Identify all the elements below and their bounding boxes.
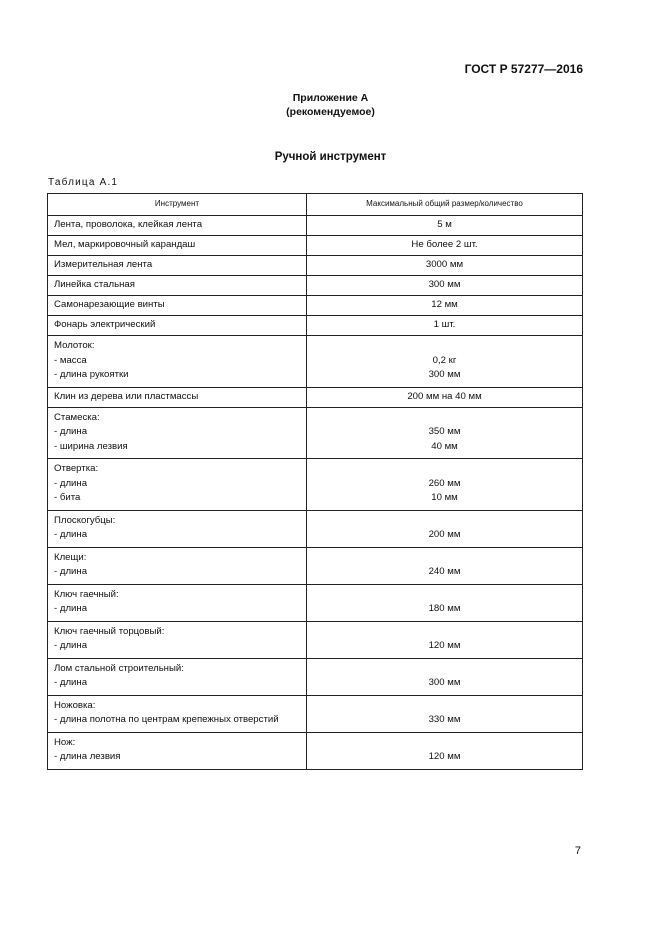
- tool-value: 12 мм: [431, 299, 458, 311]
- value-spacer: [313, 548, 576, 566]
- tool-value: 200 мм на 40 мм: [407, 390, 482, 402]
- parameter-value: 0,2 кг: [432, 354, 457, 366]
- value-cell: [307, 459, 583, 511]
- parameter-value: 40 мм: [431, 440, 458, 452]
- tool-value: 1 шт.: [433, 319, 456, 331]
- tool-cell: [48, 316, 307, 336]
- tool-parameter: - масса: [54, 354, 87, 366]
- table-header-row: [48, 194, 583, 216]
- value-spacer: [313, 585, 576, 603]
- value-spacer: [313, 622, 576, 640]
- document-code: ГОСТ Р 57277—2016: [464, 62, 583, 76]
- tool-cell: [48, 658, 307, 695]
- tool-cell: [48, 216, 307, 236]
- tool-parameter: - длина: [54, 640, 88, 651]
- table-caption: Таблица А.1: [48, 177, 119, 188]
- value-spacer: [313, 733, 576, 751]
- tool-cell: [48, 407, 307, 459]
- table-row: [48, 276, 583, 296]
- tool-parameter: - длина: [54, 566, 88, 577]
- table-row: [48, 695, 583, 732]
- tool-cell: [48, 510, 307, 547]
- tool-cell: [48, 732, 307, 769]
- parameter-value: 300 мм: [428, 677, 461, 688]
- tool-name: Лом стальной строительный:: [54, 662, 184, 674]
- tool-name: Клещи:: [54, 551, 87, 563]
- parameter-value: 300 мм: [428, 369, 461, 380]
- table-row: [48, 621, 583, 658]
- value-cell: [307, 621, 583, 658]
- value-cell: [307, 276, 583, 296]
- tool-value: 3000 мм: [425, 259, 464, 271]
- table-row: [48, 336, 583, 388]
- tool-name: Фонарь электрический: [54, 319, 156, 331]
- tool-cell: [48, 256, 307, 276]
- value-cell: [307, 695, 583, 732]
- value-cell: [307, 510, 583, 547]
- annex-title: Приложение А: [292, 92, 369, 104]
- section-title: Ручной инструмент: [274, 151, 387, 163]
- tool-name: Ключ гаечный торцовый:: [54, 625, 165, 637]
- tool-cell: [48, 276, 307, 296]
- table-row: [48, 459, 583, 511]
- value-cell: [307, 236, 583, 256]
- tool-cell: [48, 236, 307, 256]
- table-row: [48, 256, 583, 276]
- value-cell: [307, 296, 583, 316]
- column-header-max-size: Максимальный общий размер/количество: [307, 194, 583, 216]
- tool-cell: [48, 547, 307, 584]
- tool-value: Не более 2 шт.: [411, 239, 478, 251]
- table-row: [48, 316, 583, 336]
- tool-cell: [48, 336, 307, 388]
- value-cell: [307, 336, 583, 388]
- page-number: 7: [574, 845, 581, 857]
- tool-value: 300 мм: [428, 279, 461, 291]
- tool-name: Ключ гаечный:: [54, 588, 119, 600]
- value-spacer: [313, 511, 576, 529]
- tool-parameter: - бита: [54, 492, 81, 503]
- tool-name: Нож:: [54, 736, 76, 748]
- annex-subtitle: (рекомендуемое): [286, 106, 375, 118]
- value-spacer: [313, 459, 576, 477]
- tool-parameter: - длина: [54, 426, 88, 437]
- table-row: [48, 236, 583, 256]
- tool-name: Клин из дерева или пластмассы: [54, 390, 199, 402]
- tool-parameter: - длина: [54, 603, 88, 614]
- tool-cell: [48, 584, 307, 621]
- tool-cell: [48, 387, 307, 407]
- tool-name: Стамеска:: [54, 411, 100, 423]
- tool-parameter: - длина лезвия: [54, 751, 121, 762]
- tool-name: Лента, проволока, клейкая лента: [54, 219, 203, 231]
- table-row: [48, 584, 583, 621]
- table-row: [48, 732, 583, 769]
- tool-name: Мел, маркировочный карандаш: [54, 239, 196, 251]
- value-cell: [307, 658, 583, 695]
- tool-name: Ножовка:: [54, 699, 96, 711]
- value-spacer: [313, 336, 576, 354]
- tool-parameter: - длина: [54, 677, 88, 688]
- parameter-value: 120 мм: [428, 640, 461, 651]
- tool-cell: [48, 621, 307, 658]
- tool-parameter: - длина рукоятки: [54, 369, 129, 380]
- value-cell: [307, 216, 583, 236]
- tool-name: Линейка стальная: [54, 279, 135, 291]
- table-row: [48, 510, 583, 547]
- parameter-value: 10 мм: [431, 492, 458, 503]
- table-row: [48, 296, 583, 316]
- value-cell: [307, 407, 583, 459]
- parameter-value: 350 мм: [428, 426, 461, 437]
- value-cell: [307, 387, 583, 407]
- tool-value: 5 м: [437, 219, 452, 231]
- tool-parameter: - ширина лезвия: [54, 440, 128, 452]
- value-cell: [307, 732, 583, 769]
- table-row: [48, 407, 583, 459]
- parameter-value: 120 мм: [428, 751, 461, 762]
- tool-name: Плоскогубцы:: [54, 514, 116, 526]
- table-row: [48, 547, 583, 584]
- value-spacer: [313, 659, 576, 677]
- annex-heading: [0, 91, 661, 119]
- tool-name: Молоток:: [54, 340, 95, 351]
- tool-name: Измерительная лента: [54, 259, 153, 271]
- value-cell: [307, 547, 583, 584]
- tool-name: Самонарезающие винты: [54, 299, 165, 311]
- value-cell: [307, 584, 583, 621]
- column-header-tool: Инструмент: [48, 194, 307, 216]
- parameter-value: 260 мм: [428, 477, 461, 489]
- value-cell: [307, 256, 583, 276]
- value-spacer: [313, 408, 576, 426]
- tool-parameter: - длина полотна по центрам крепежных отверстий: [54, 714, 279, 725]
- tool-parameter: - длина: [54, 477, 88, 489]
- tool-cell: [48, 695, 307, 732]
- parameter-value: 330 мм: [428, 714, 461, 725]
- tool-name: Отвертка:: [54, 463, 99, 474]
- table-row: [48, 216, 583, 236]
- tool-cell: [48, 459, 307, 511]
- table-row: [48, 658, 583, 695]
- table-row: [48, 387, 583, 407]
- parameter-value: 180 мм: [428, 603, 461, 614]
- tools-table: [47, 193, 583, 770]
- parameter-value: 240 мм: [428, 566, 461, 577]
- parameter-value: 200 мм: [428, 529, 461, 540]
- tool-parameter: - длина: [54, 529, 88, 540]
- tool-cell: [48, 296, 307, 316]
- value-spacer: [313, 696, 576, 714]
- value-cell: [307, 316, 583, 336]
